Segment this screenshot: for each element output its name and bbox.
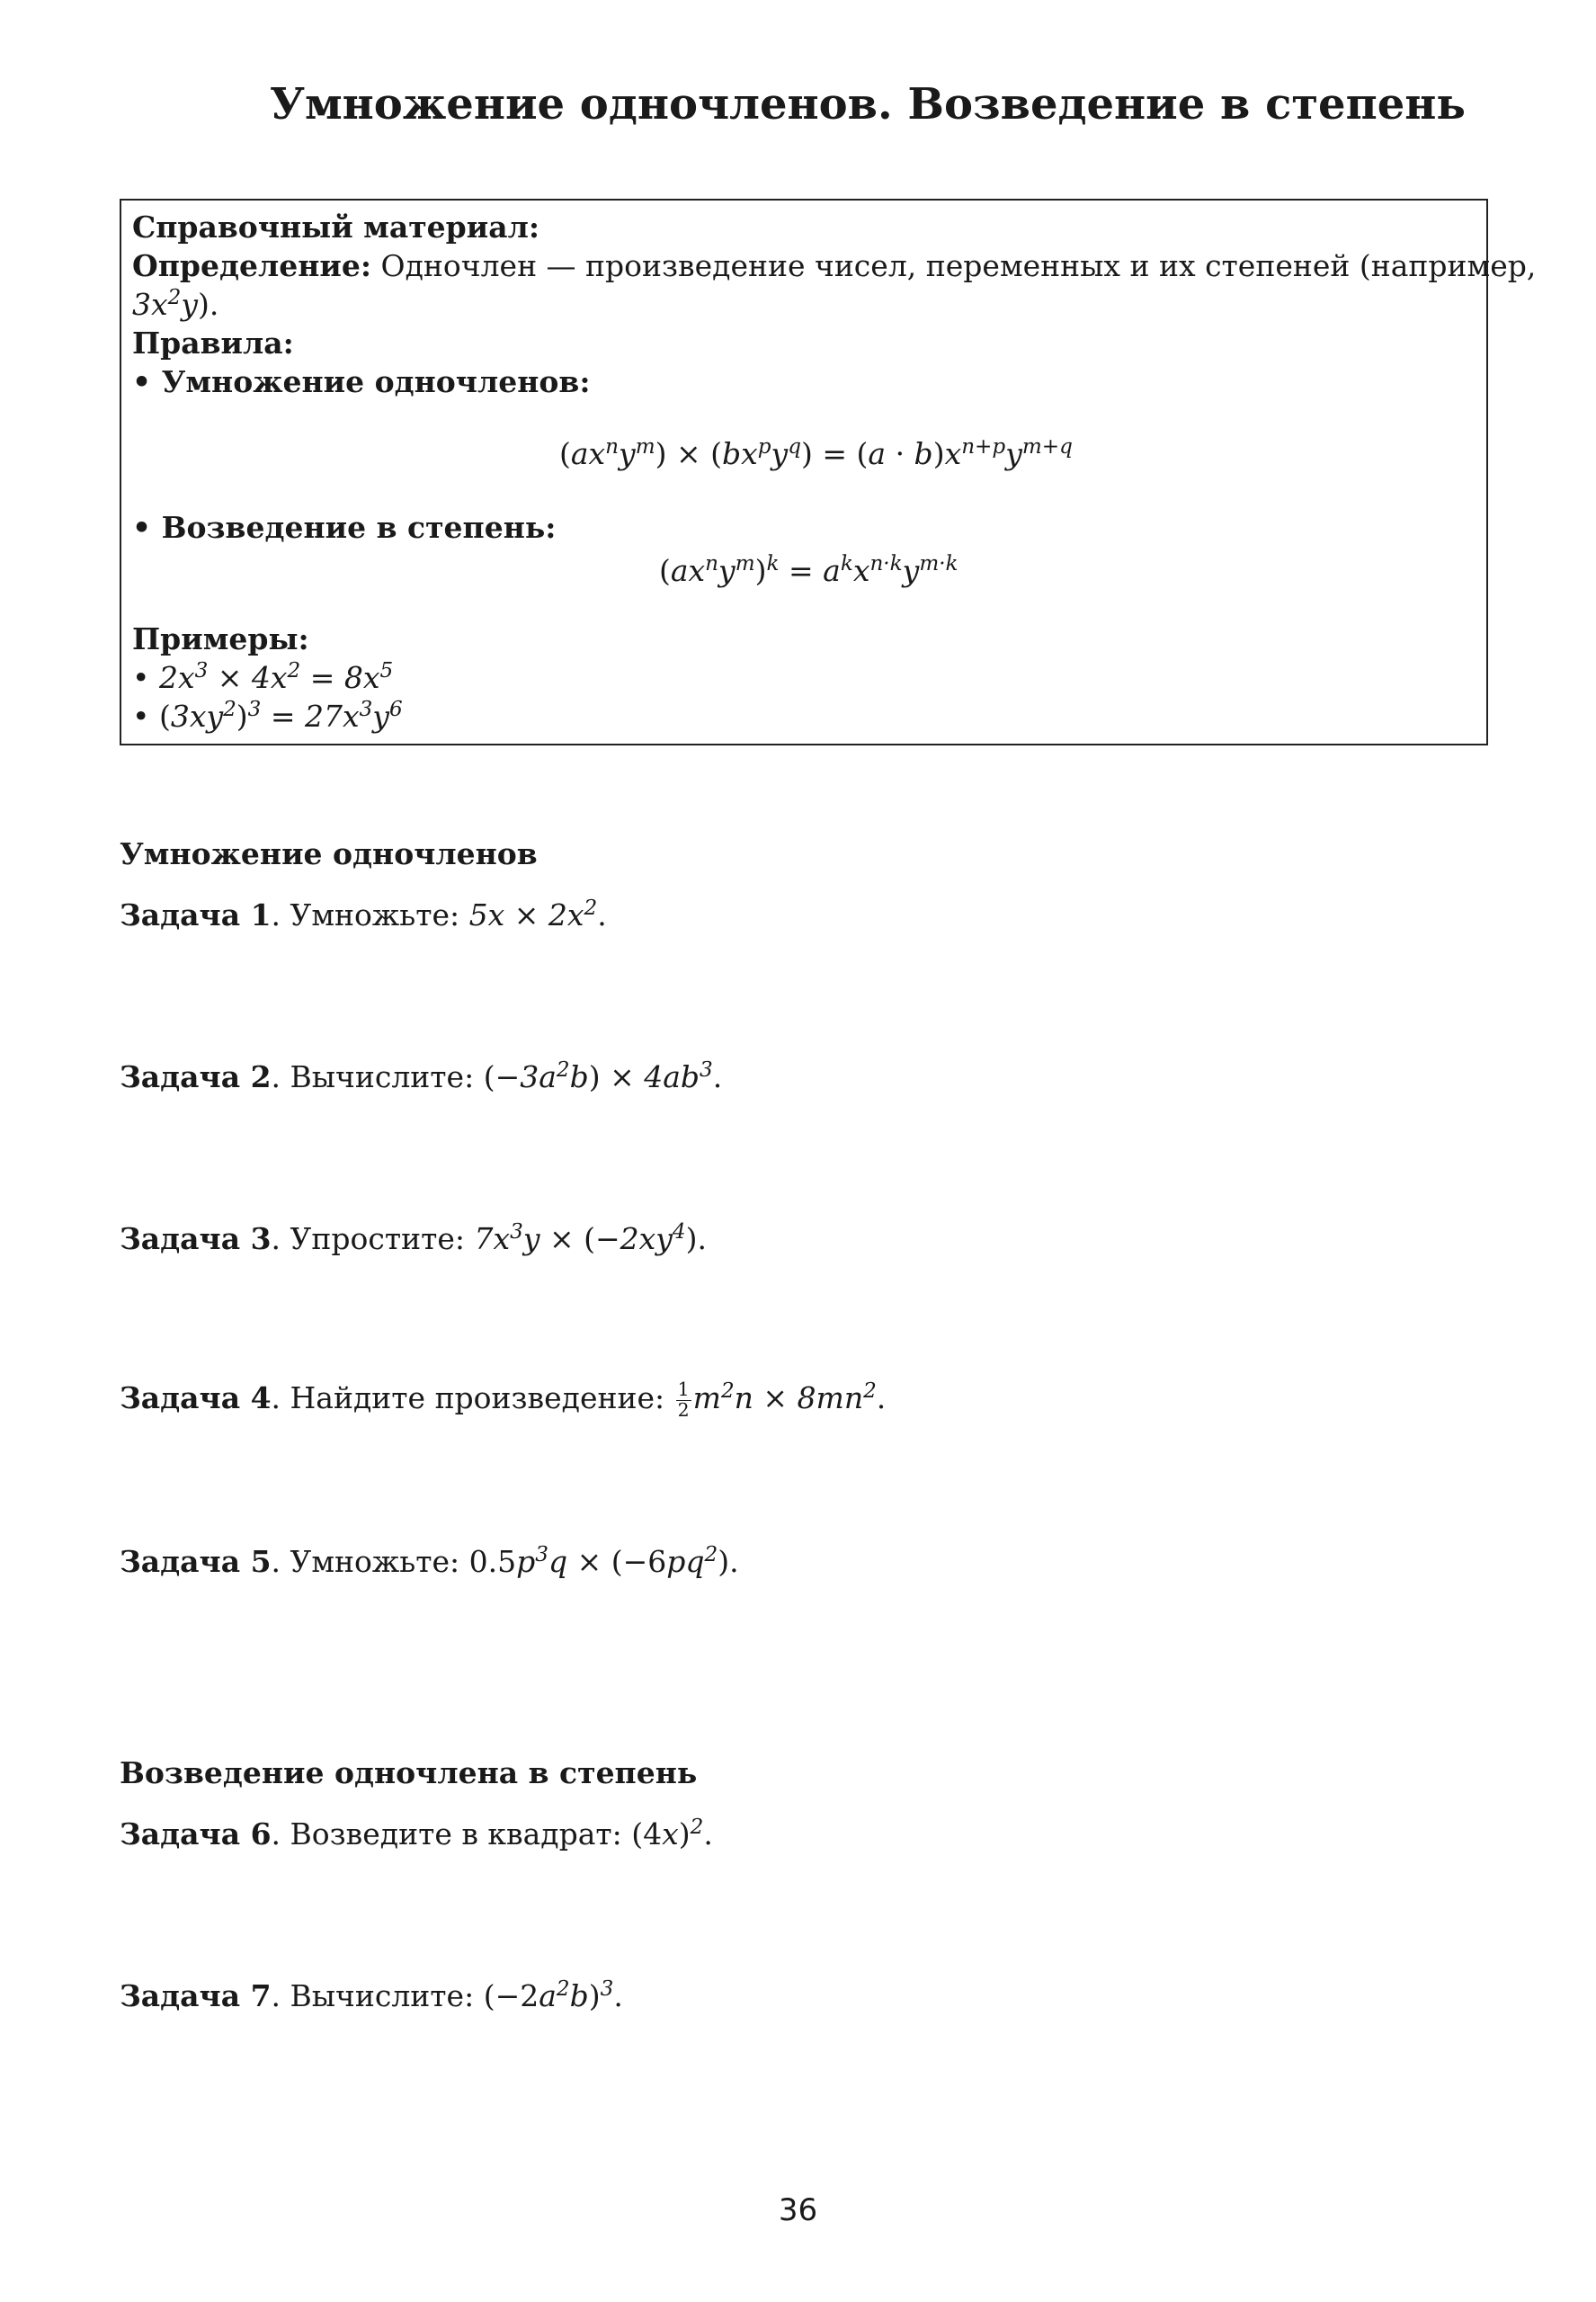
definition-text: Одночлен — произведение чисел, переменных и их степеней (например, (380, 248, 1537, 283)
task-1: Задача 1. Умножьте: $5x \times 2x^2$. (120, 897, 607, 932)
task-expression: $\frac{1}{2}$ $m^2n \times 8mn^2$. (677, 1379, 887, 1421)
reference-heading: Справочный материал: (132, 210, 540, 245)
task-text: Найдите произведение: (290, 1380, 665, 1415)
task-label: Задача 4 (120, 1380, 272, 1415)
definition-example-formula: $3x^2y$ (132, 286, 198, 322)
definition-example: $3x^2y$). (132, 286, 219, 322)
task-3: Задача 3. Упростите: $7x^3y \times (-2xy^4)$. (120, 1220, 707, 1256)
task-label: Задача 3 (120, 1221, 272, 1256)
task-5: Задача 5. Умножьте: $0.5p^3q \times (-6pq^2)$. (120, 1543, 739, 1579)
task-text: Упростите: (290, 1221, 466, 1256)
task-text: Возведите в квадрат: (290, 1816, 622, 1851)
rule2-label: Возведение в степень: (161, 510, 557, 545)
rule2-line: • Возведение в степень: (132, 510, 557, 545)
task-text: Вычислите: (290, 1059, 475, 1094)
task-text: Умножьте: (290, 1544, 460, 1579)
definition-line (132, 248, 1536, 283)
task-label: Задача 7 (120, 1978, 272, 2013)
task-expression: $(-3a^2b) \times 4ab^3$. (483, 1058, 723, 1094)
task-6: Задача 6. Возведите в квадрат: $(4x)^2$. (120, 1816, 713, 1851)
task-7: Задача 7. Вычислите: $(-2a^2b)^3$. (120, 1977, 623, 2013)
page-number: 36 (778, 2192, 818, 2228)
section-heading-multiplication: Умножение одночленов (120, 836, 538, 871)
task-text: Вычислите: (290, 1978, 475, 2013)
task-expression: $5x \times 2x^2$. (468, 897, 607, 932)
section-heading-power: Возведение одночлена в степень (120, 1755, 698, 1790)
task-expression: $(4x)^2$. (631, 1816, 713, 1851)
task-4: Задача 4. Найдите произведение: $\frac{1}{2}$ $m^2n \times 8mn^2$. (120, 1379, 887, 1421)
examples-label: Примеры: (132, 621, 309, 656)
task-label: Задача 1 (120, 897, 272, 932)
task-text: Умножьте: (290, 897, 460, 932)
task-label: Задача 5 (120, 1544, 272, 1579)
reference-box (120, 199, 1537, 745)
rule1-line: • Умножение одночленов: (132, 364, 591, 399)
task-label: Задача 2 (120, 1059, 272, 1094)
example-1: • $2x^3 \times 4x^2 = 8x^5$ (132, 659, 394, 695)
task-label: Задача 6 (120, 1816, 272, 1851)
rules-label: Правила: (132, 326, 294, 361)
example-2: • $(3xy^2)^3 = 27x^3y^6$ (132, 698, 403, 734)
task-expression: $7x^3y \times (-2xy^4)$. (474, 1220, 707, 1256)
rule1-label: Умножение одночленов: (161, 364, 591, 399)
definition-label: Определение: (132, 248, 372, 283)
task-expression: $0.5p^3q \times (-6pq^2)$. (468, 1543, 739, 1579)
page-title: Умножение одночленов. Возведение в степень (270, 79, 1466, 129)
rule2-formula: $(ax^ny^m)^k = a^kx^{n\cdot k}y^{m\cdot k}$ (659, 552, 958, 588)
task-2: Задача 2. Вычислите: $(-3a^2b) \times 4ab^3$. (120, 1058, 723, 1094)
task-expression: $(-2a^2b)^3$. (483, 1977, 623, 2013)
rule1-formula: $(ax^ny^m) \times (bx^py^q) = (a \cdot b)x^{n+p}y^{m+q}$ (559, 435, 1073, 471)
